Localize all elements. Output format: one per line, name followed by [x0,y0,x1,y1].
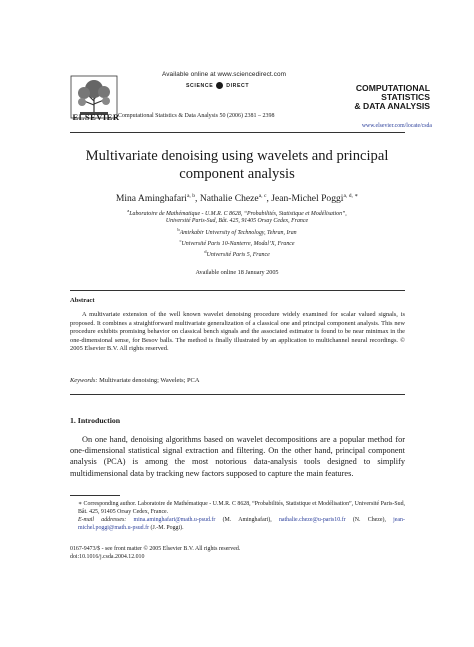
email-link[interactable]: nathalie.cheze@u-paris10.fr [278,517,346,524]
author-list: Mina Aminghafari$^{a, b}$, Nathalie Cheze$^{a, c}$, Jean-Michel Poggi$^{a, d, ∗}$ [115,193,359,205]
affiliation-line: Université Paris-Sud, Bât. 425, 91405 Orsay Cedex, France [165,218,309,225]
available-online-banner: Available online at www.sciencedirect.com [162,71,287,78]
footnote-corresponding: ∗ Corresponding author. Laboratoire de Mathématique - U.M.R. C 8628, “Probabilités, Statistique et Modélisation”, Université Paris-Sud, Bât. 425, 91405 Orsay Cedex, France. [78,501,406,516]
affiliation-line: $^c$Université Paris 10-Nanterre, Modal’X, France [179,237,295,247]
journal-citation: Computational Statistics & Data Analysis 50 (2006) 2381 – 2398 [118,113,275,119]
author-name: Jean-Michel Poggi [271,193,344,205]
header-divider [70,132,405,133]
sciencedirect-logo [186,82,249,89]
journal-header [70,68,432,132]
affiliation-line: $^b$Amirkabir University of Technology, Tehran, Iran [177,226,297,236]
affiliation-line: $^d$Université Paris 5, France [204,249,270,259]
title-line1: Multivariate denoising using wavelets and principal [85,148,389,164]
keywords [70,377,405,384]
author-name: Mina Aminghafari [115,193,187,205]
footnote-divider [70,495,120,496]
publisher-wordmark: ELSEVIER [72,112,120,122]
paper-title [50,147,424,183]
abstract-heading: Abstract [70,297,95,304]
journal-name [320,84,430,111]
email-link[interactable]: mina.aminghafari@math.u-psud.fr [133,517,216,524]
author-affil-mark: a, d, ∗ [343,193,359,199]
journal-name-line3: & DATA ANALYSIS [354,101,430,111]
issn-line: 0167-9473/$ - see front matter © 2005 Elsevier B.V. All rights reserved. [70,546,241,552]
sciencedirect-left: SCIENCE [186,82,214,89]
affiliations [60,207,414,259]
section-body: On one hand, denoising algorithms based on wavelet decompositions are a popular method for one-dimensional statistical signal extraction and filtering. On the other hand, principal component analysis (PCA) is among the most notorious data-analysis tools designed to simplify multidimensional data by tracking new factors supposed to capture the main features. [70,435,405,478]
affiliation-line: $^a$Laboratoire de Mathématique - U.M.R. C 8628, “Probabilités, Statistique et Modélisation”, [127,208,347,217]
abstract-body: A multivariate extension of the well known wavelet denoising procedure widely examined for scalar valued signals, is proposed. It combines a straightforward multivariate generalization of a classical one and principal component analysis. This new procedure exhibits promising behavior on classical bench signals and the associated estimator is found to be near minimax in the one-dimensional sense, for Besov balls. The method is finally illustrated by an application to multichannel neural recordings. © 2005 Elsevier B.V. All rights reserved. [70,311,405,353]
title-line2: component analysis [179,166,295,182]
keywords-label: Keywords: [70,377,98,384]
email-link[interactable]: jean-michel.poggi@math.u-psud.fr [78,517,405,532]
section-heading: 1. Introduction [70,416,121,425]
journal-url-link[interactable]: www.elsevier.com/locate/csda [361,123,432,129]
author-affil-mark: a, b [186,193,196,199]
article-identifiers [70,545,405,561]
doi-line: doi:10.1016/j.csda.2004.12.010 [70,554,145,561]
keywords-list: Multivariate denoising; Wavelets; PCA [99,377,200,384]
author-affil-mark: a, c [258,193,267,199]
available-online-date: Available online 18 January 2005 [195,269,279,276]
abstract-bottom-divider [70,394,405,395]
sciencedirect-right: DIRECT [226,82,250,89]
journal-name-line1: COMPUTATIONAL [355,83,430,93]
footnote [70,500,405,532]
abstract-top-divider [70,290,405,291]
sciencedirect-dot-icon [216,82,223,89]
author-name: Nathalie Cheze [199,193,259,205]
footnote-emails: E-mail addresses: mina.aminghafari@math.u-psud.fr (M. Aminghafari), nathalie.cheze@u-paris10.fr (N. Cheze), jean-michel.poggi@math.u-psud.fr (J.-M. Poggi). [78,517,405,532]
journal-name-line2: STATISTICS [381,92,430,102]
